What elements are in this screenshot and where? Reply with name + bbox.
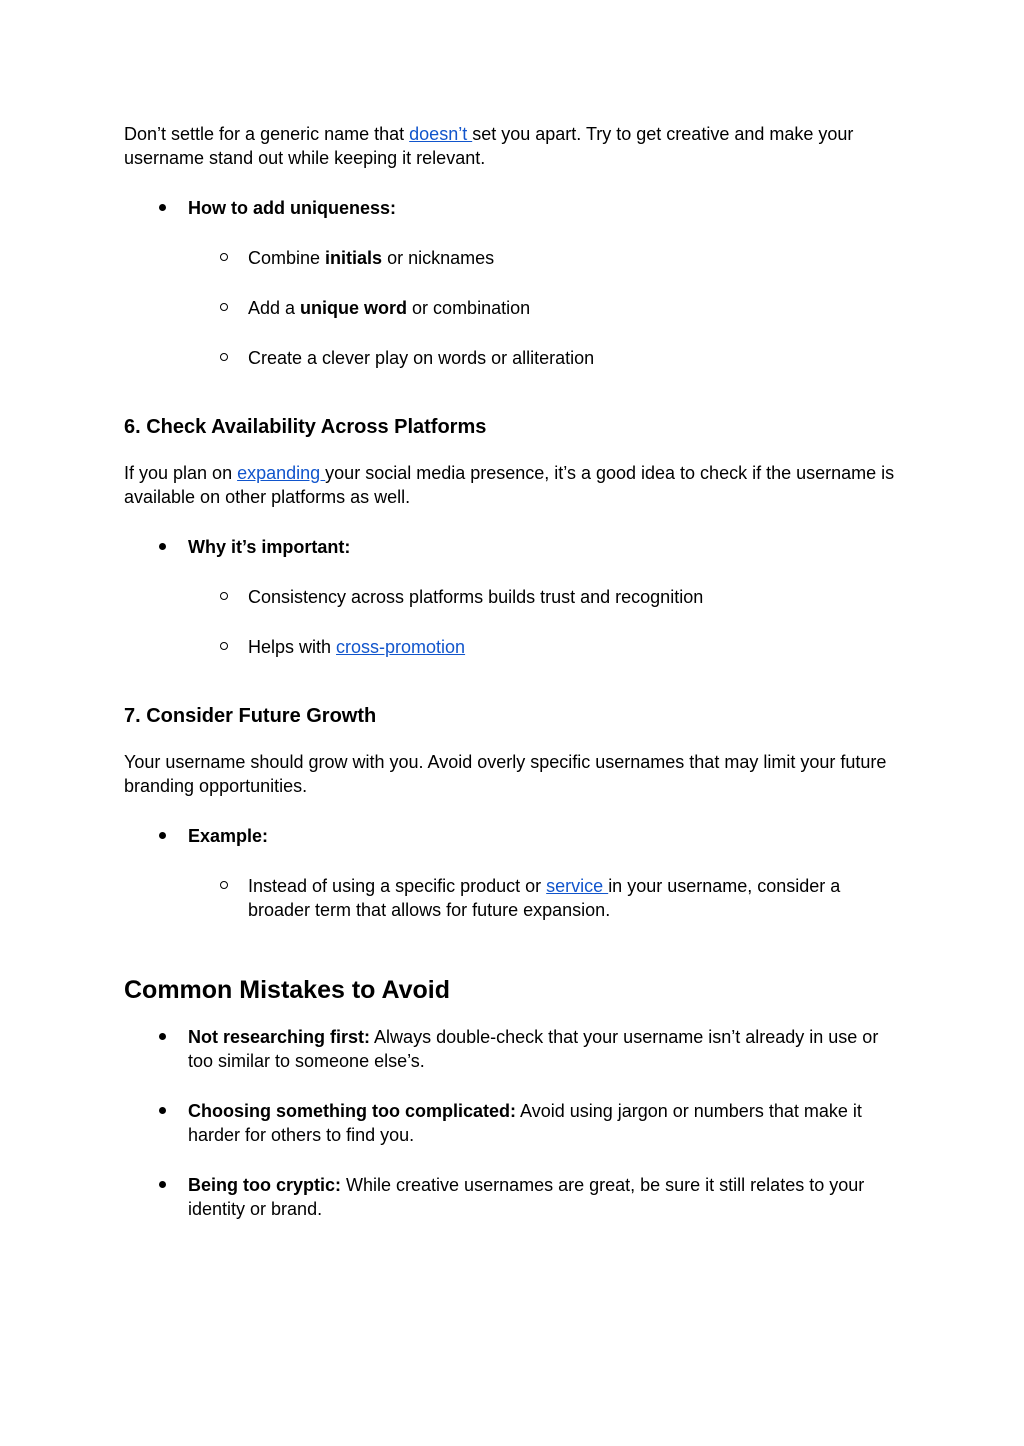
text-run: Add a [248,298,301,318]
uniqueness-sublist [124,246,900,370]
section-heading-6: 6. Check Availability Across Platforms [124,416,487,438]
circle-bullet-icon [220,642,228,650]
list-item [188,1025,900,1073]
disc-bullet-icon [159,204,166,211]
bold-text: How to add uniqueness: [188,198,397,218]
list-item-text [248,876,840,920]
list-item-text [188,537,350,557]
common-mistakes-heading: Common Mistakes to Avoid [124,976,450,1004]
text-run: While creative usernames are great, be sure it still relates to your identity or brand. [188,1175,865,1219]
text-run: or nicknames [382,248,495,268]
disc-bullet-icon [159,543,166,550]
text-run: Helps with [248,637,337,657]
list-item [248,635,900,659]
text-run: set you apart. Try to get creative and make your username stand out while keeping it relevant. [124,124,854,168]
text-link[interactable]: service [546,876,609,896]
list-item [188,535,900,559]
list-item-text [188,1101,862,1145]
mistakes-list [124,1025,900,1221]
text-run: Always double-check that your username isn’t already in use or too similar to someone else’s. [188,1027,879,1071]
bold-text: initials [325,248,383,268]
list-item [248,874,900,922]
bold-text: Why it’s important: [188,537,351,557]
text-run: in your username, consider a broader term that allows for future expansion. [248,876,841,920]
example-list [124,824,900,848]
list-item [188,196,900,220]
why-important-list [124,535,900,559]
bold-text: Not researching first: [188,1027,371,1047]
text-run: Avoid using jargon or numbers that make it harder for others to find you. [188,1101,862,1145]
section-heading-7: 7. Consider Future Growth [124,705,377,727]
text-run: your social media presence, it’s a good idea to check if the username is available on other platforms as well. [124,463,895,507]
text-run: Consistency across platforms builds trust and recognition [248,587,704,607]
why-important-sublist [124,585,900,659]
bold-text: Example: [188,826,269,846]
text-run: or combination [407,298,531,318]
bold-text: Choosing something too complicated: [188,1101,516,1121]
list-item [188,1099,900,1147]
list-item-text [188,1175,864,1219]
list-item-text [248,298,530,318]
section6-paragraph [124,461,900,509]
uniqueness-list [124,196,900,220]
text-run: Create a clever play on words or alliteration [248,348,595,368]
circle-bullet-icon [220,353,228,361]
text-link[interactable]: expanding [237,463,326,483]
circle-bullet-icon [220,592,228,600]
text-link[interactable]: cross-promotion [336,637,466,657]
list-item-text [248,637,465,657]
disc-bullet-icon [159,1107,166,1114]
list-item-text [188,826,268,846]
section7-paragraph [124,750,900,798]
disc-bullet-icon [159,832,166,839]
circle-bullet-icon [220,253,228,261]
list-item [188,824,900,848]
list-item-text [188,1027,878,1071]
example-sublist [124,874,900,922]
text-run: Your username should grow with you. Avoid overly specific usernames that may limit your future branding opportunities. [124,752,887,796]
intro-paragraph [124,122,900,170]
text-run: Instead of using a specific product or [248,876,547,896]
list-item [248,346,900,370]
list-item-text [248,348,594,368]
text-run: If you plan on [124,463,238,483]
disc-bullet-icon [159,1033,166,1040]
text-link[interactable]: doesn’t [409,124,473,144]
circle-bullet-icon [220,881,228,889]
bold-text: unique word [300,298,408,318]
bold-text: Being too cryptic: [188,1175,342,1195]
disc-bullet-icon [159,1181,166,1188]
text-run: Combine [248,248,326,268]
list-item [248,585,900,609]
circle-bullet-icon [220,303,228,311]
list-item [248,296,900,320]
list-item-text [248,587,703,607]
list-item [248,246,900,270]
text-run: Don’t settle for a generic name that [124,124,410,144]
list-item-text [188,198,396,218]
list-item [188,1173,900,1221]
list-item-text [248,248,494,268]
